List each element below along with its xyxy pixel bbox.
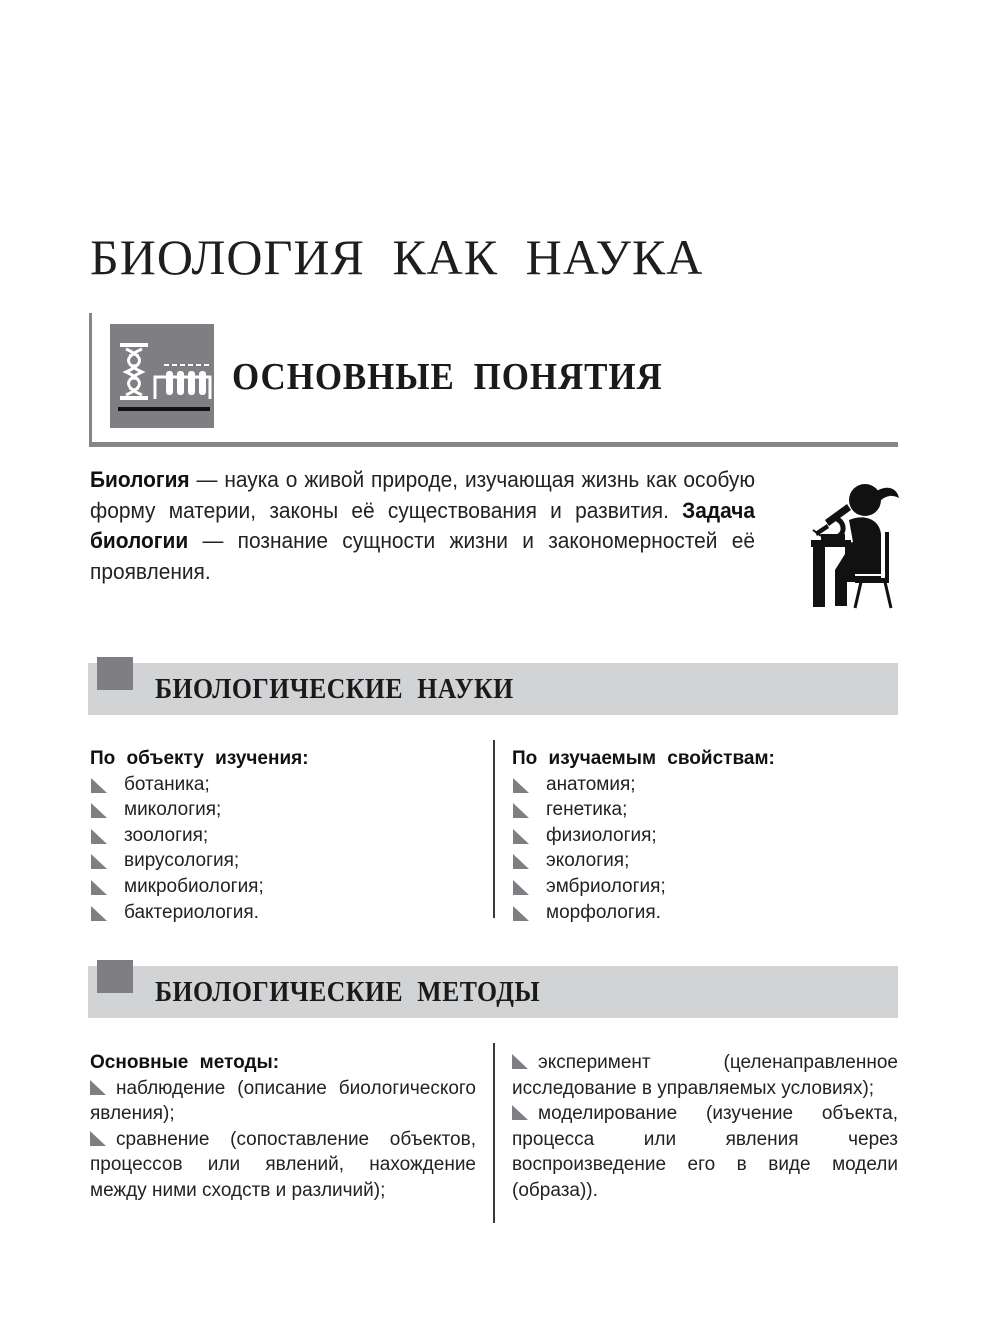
list-item: генетика; [512,797,902,823]
scientist-microscope-icon [805,478,901,610]
triangle-bullet-icon [91,854,107,869]
triangle-bullet-icon [90,1131,106,1146]
list-item: экология; [512,848,902,874]
sciences-by-object [90,746,480,925]
triangle-bullet-icon [513,829,529,844]
triangle-bullet-icon [91,906,107,921]
list-item: физиология; [512,823,902,849]
dna-test-tubes-icon [110,324,214,428]
triangle-bullet-icon [513,778,529,793]
list-item: бактериология. [90,900,480,926]
list-item: морфология. [512,900,902,926]
by-object-heading: По объекту изучения: [90,748,309,769]
by-object-list [90,772,480,926]
column-divider [493,740,495,918]
method-item: эксперимент (целенаправленное исследование в управляемых условиях); [512,1052,898,1099]
list-item: ботаника; [90,772,480,798]
chapter-title: БИОЛОГИЯ КАК НАУКА [90,229,704,285]
triangle-bullet-icon [91,829,107,844]
method-item: сравнение (сопоставление объектов, процессов или явлений, нахождение между ними сходств и различий); [90,1128,476,1201]
triangle-bullet-icon [91,803,107,818]
column-divider [493,1043,495,1223]
method-item: наблюдение (описание биологического явления); [90,1077,476,1125]
list-item: эмбриология; [512,874,902,900]
triangle-bullet-icon [512,1054,528,1069]
triangle-bullet-icon [513,854,529,869]
triangle-bullet-icon [90,1080,106,1095]
list-item: зоология; [90,823,480,849]
square-marker-icon [97,657,133,690]
triangle-bullet-icon [91,880,107,895]
method-item: моделирование (изучение объекта, процесса или явления через воспроизведение его в виде модели (образа)). [512,1103,898,1201]
triangle-bullet-icon [91,778,107,793]
triangle-bullet-icon [513,906,529,921]
term-biology: Биология [90,467,190,492]
triangle-bullet-icon [513,880,529,895]
methods-left-column [90,1050,476,1204]
methods-right-column [512,1050,898,1204]
triangle-bullet-icon [512,1105,528,1120]
methods-heading: Основные методы: [90,1052,280,1073]
triangle-bullet-icon [513,803,529,818]
by-property-heading: По изучаемым свойствам: [512,748,775,769]
intro-text-1: — наука о живой природе, изучающая жизнь как особую форму материи, законы её существования и развития. [90,467,755,523]
list-item: вирусология; [90,848,480,874]
intro-text-2: — познание сущности жизни и закономерностей её проявления. [90,528,755,584]
list-item: микология; [90,797,480,823]
methods-title: БИОЛОГИЧЕСКИЕ МЕТОДЫ [155,977,541,1008]
term-task: Задача биологии [90,497,755,553]
square-marker-icon [97,960,133,993]
sciences-by-property [512,746,902,925]
intro-paragraph [90,465,755,587]
list-item: микробиология; [90,874,480,900]
section-title: ОСНОВНЫЕ ПОНЯТИЯ [232,356,663,398]
list-item: анатомия; [512,772,902,798]
by-property-list [512,772,902,926]
sciences-title: БИОЛОГИЧЕСКИЕ НАУКИ [155,674,514,705]
